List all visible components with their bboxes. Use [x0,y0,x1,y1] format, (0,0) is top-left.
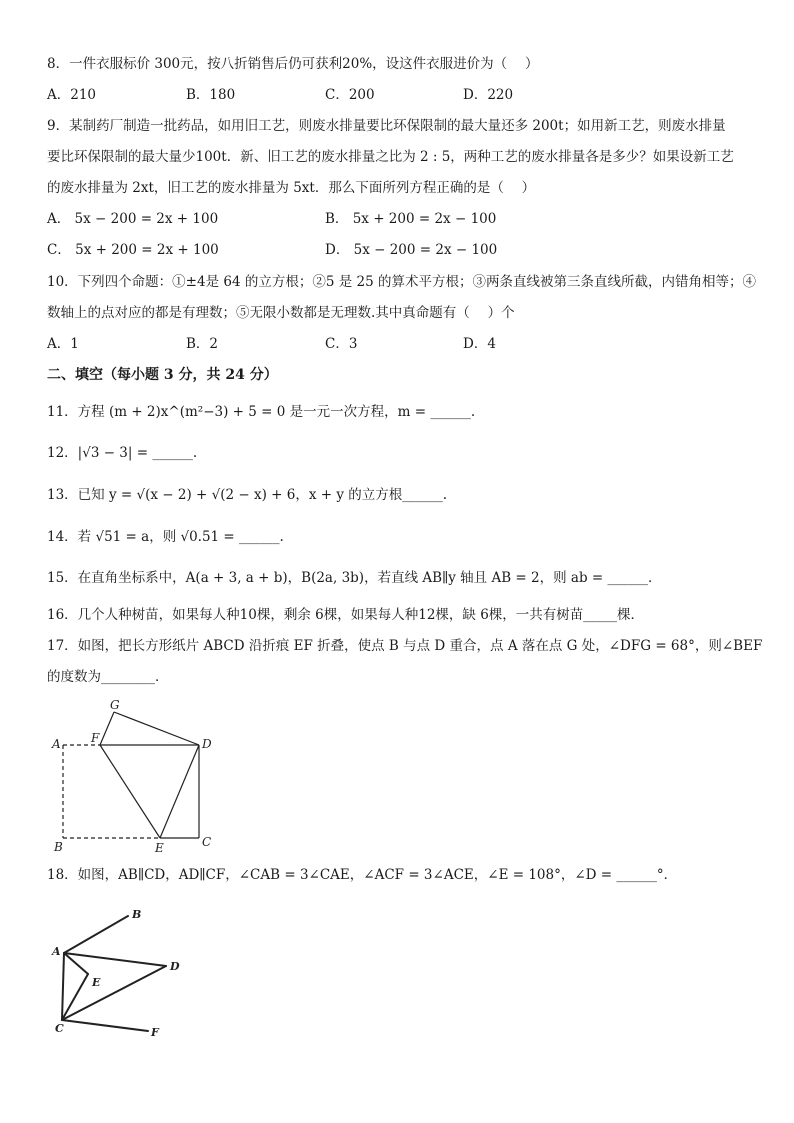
edge-gd [114,712,199,745]
question-17-line-2: 的度数为________． [47,669,169,685]
question-17-line-1: 17．如图，把长方形纸片 ABCD 沿折痕 EF 折叠，使点 B 与点 D 重合，点 A 落在点 G 处，∠DFG = 68°，则∠BEF [47,638,763,654]
label-d: D [170,960,180,973]
q10-option-b: B．2 [186,336,219,352]
question-11-text: 11．方程 (m + 2)x^(m²−3) + 5 = 0 是一元一次方程，m = ______. [47,404,476,420]
label-e: E [92,976,101,989]
edge-ed [160,745,199,838]
q10-option-a: A．1 [47,336,79,352]
question-14-text: 14．若 √51 = a，则 √0.51 = ______. [47,529,284,545]
question-8-text: 8．一件衣服标价 300元，按八折销售后仍可获利20%，设这件衣服进价为（ ） [47,56,539,72]
question-18-text: 18．如图，AB∥CD，AD∥CF，∠CAB = 3∠CAE，∠ACF = 3∠ACE，∠E = 108°，∠D = ______°． [47,867,678,883]
q8-option-a: A．210 [47,87,97,103]
q9-option-c: C． 5x + 200 = 2x + 100 [47,242,219,258]
question-9-line-3: 的废水排量为 2xt，旧工艺的废水排量为 5xt．那么下面所列方程正确的是（ ） [47,180,536,196]
q8-option-c: C．200 [325,87,375,103]
question-16-text: 16．几个人种树苗，如果每人种10棵，剩余 6棵，如果每人种12棵，缺 6棵，一共有树苗_____棵． [47,607,645,623]
ray-ab [64,916,128,953]
question-12-text: 12．|√3 − 3| = ______. [47,445,198,461]
question-15-text: 15．在直角坐标系中，A(a + 3, a + b)，B(2a, 3b)，若直线 AB∥y 轴且 AB = 2，则 ab = ______． [47,570,662,586]
label-f: F [151,1026,159,1039]
label-b: B [54,840,63,854]
label-d: D [202,737,212,751]
edge-fg [100,712,114,745]
ray-cf [62,1020,148,1031]
label-g: G [110,698,120,712]
q18-parallel-lines-figure [45,905,185,1040]
q10-option-d: D．4 [463,336,496,352]
q9-option-d: D． 5x − 200 = 2x − 100 [325,242,498,258]
label-b: B [132,908,142,921]
question-13-text: 13．已知 y = √(x − 2) + √(2 − x) + 6，x + y 的立方根______. [47,487,448,503]
label-f: F [91,731,100,745]
segment-ad [64,953,166,966]
question-10-line-1: 10．下列四个命题：①±4是 64 的立方根；②5 是 25 的算术平方根；③两条直线被第三条直线所截，内错角相等；④ [47,274,756,290]
question-9-line-2: 要比环保限制的最大量少100t．新、旧工艺的废水排量之比为 2 : 5，两种工艺的废水排量各是多少？如果设新工艺 [47,149,734,165]
q9-option-b: B． 5x + 200 = 2x − 100 [325,211,497,227]
q10-option-c: C．3 [325,336,358,352]
label-c: C [202,835,212,849]
section-heading-fill-in: 二、填空（每小题 3 分，共 24 分） [47,367,278,383]
question-9-line-1: 9．某制药厂制造一批药品，如用旧工艺，则废水排量要比环保限制的最大量还多 200t；如用新工艺，则废水排量 [47,118,726,134]
question-10-line-2: 数轴上的点对应的都是有理数；⑤无限小数都是无理数.其中真命题有（ ）个 [47,305,515,321]
segment-ac [62,953,64,1020]
label-a: A [52,737,61,751]
label-c: C [55,1022,64,1035]
label-e: E [155,841,164,855]
fold-line-fe [100,745,160,838]
q8-option-b: B．180 [186,87,236,103]
q17-folded-rectangle-figure [40,694,230,856]
label-a: A [52,945,61,958]
q8-option-d: D．220 [463,87,514,103]
q9-option-a: A． 5x − 200 = 2x + 100 [47,211,219,227]
